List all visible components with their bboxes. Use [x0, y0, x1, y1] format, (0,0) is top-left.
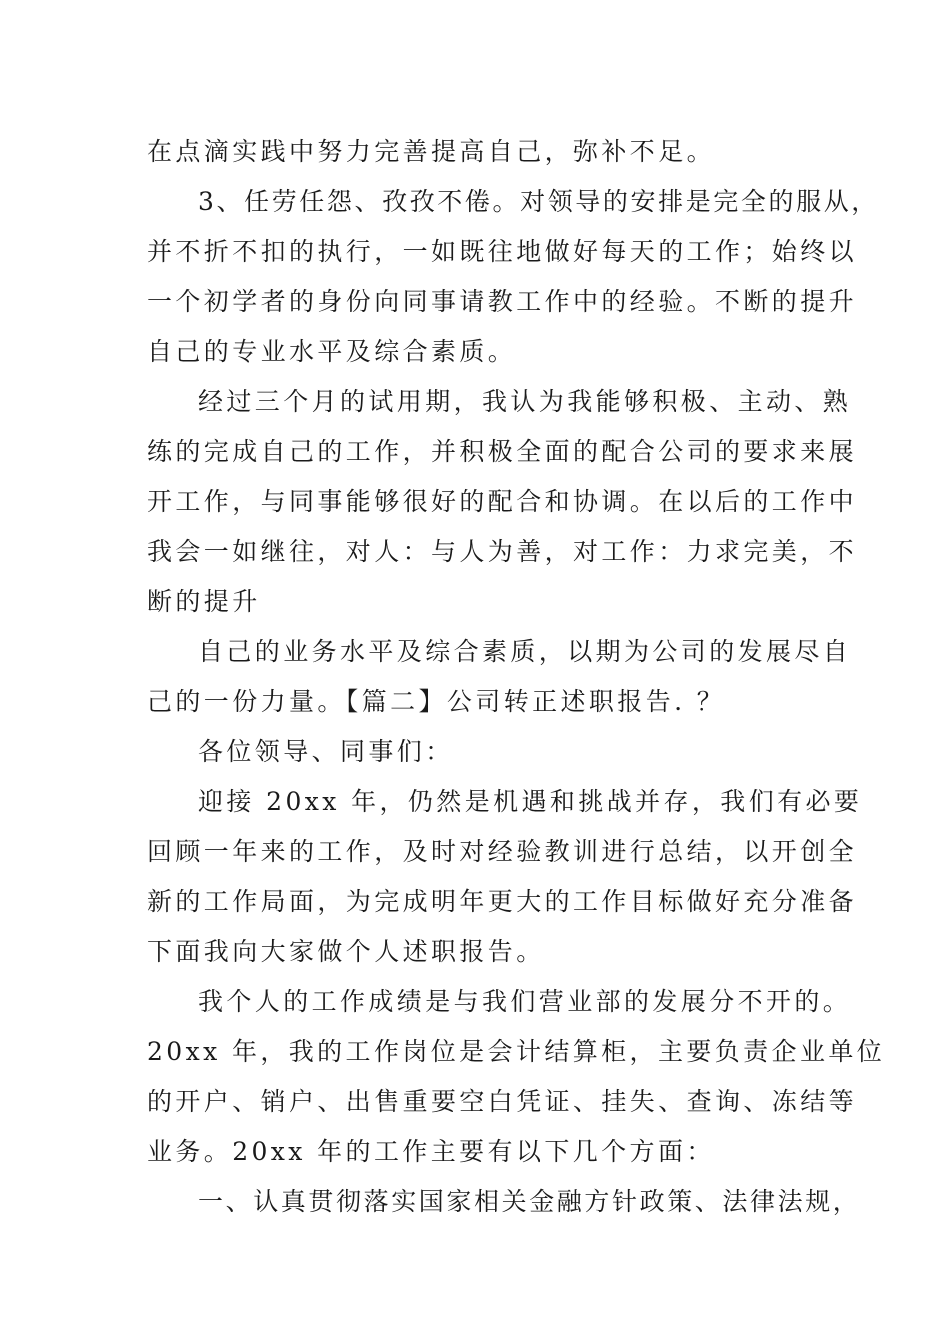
text-line: 己的一份力量。【篇二】公司转正述职报告. ？: [147, 687, 726, 716]
salutation: 各位领导、同事们：: [198, 737, 454, 766]
text-line: 断的提升: [147, 587, 261, 616]
text-line: 自己的专业水平及综合素质。: [147, 337, 517, 366]
text-line: 下面我向大家做个人述职报告。: [147, 937, 545, 966]
text-line: 一、认真贯彻落实国家相关金融方针政策、法律法规，: [198, 1187, 861, 1216]
text-line: 业务。20xx 年的工作主要有以下几个方面：: [147, 1137, 715, 1166]
text-line: 我会一如继往，对人：与人为善，对工作：力求完美，不: [147, 537, 858, 566]
text-line: 练的完成自己的工作，并积极全面的配合公司的要求来展: [147, 437, 858, 466]
text-line: 并不折不扣的执行，一如既往地做好每天的工作；始终以: [147, 237, 858, 266]
text-line: 我个人的工作成绩是与我们营业部的发展分不开的。: [198, 987, 852, 1016]
text-line: 迎接 20xx 年，仍然是机遇和挑战并存，我们有必要: [198, 787, 863, 816]
text-line: 回顾一年来的工作，及时对经验教训进行总结，以开创全: [147, 837, 858, 866]
text-line: 新的工作局面，为完成明年更大的工作目标做好充分准备: [147, 887, 858, 916]
text-line: 在点滴实践中努力完善提高自己，弥补不足。: [147, 137, 716, 166]
text-line: 经过三个月的试用期，我认为我能够积极、主动、熟: [198, 387, 852, 416]
text-line: 的开户、销户、出售重要空白凭证、挂失、查询、冻结等: [147, 1087, 858, 1116]
text-line: 开工作，与同事能够很好的配合和协调。在以后的工作中: [147, 487, 858, 516]
text-line: 一个初学者的身份向同事请教工作中的经验。不断的提升: [147, 287, 858, 316]
text-line: 20xx 年，我的工作岗位是会计结算柜，主要负责企业单位: [147, 1037, 886, 1066]
text-line: 自己的业务水平及综合素质，以期为公司的发展尽自: [198, 637, 852, 666]
text-line: 3、任劳任怨、孜孜不倦。对领导的安排是完全的服从，: [198, 187, 879, 216]
